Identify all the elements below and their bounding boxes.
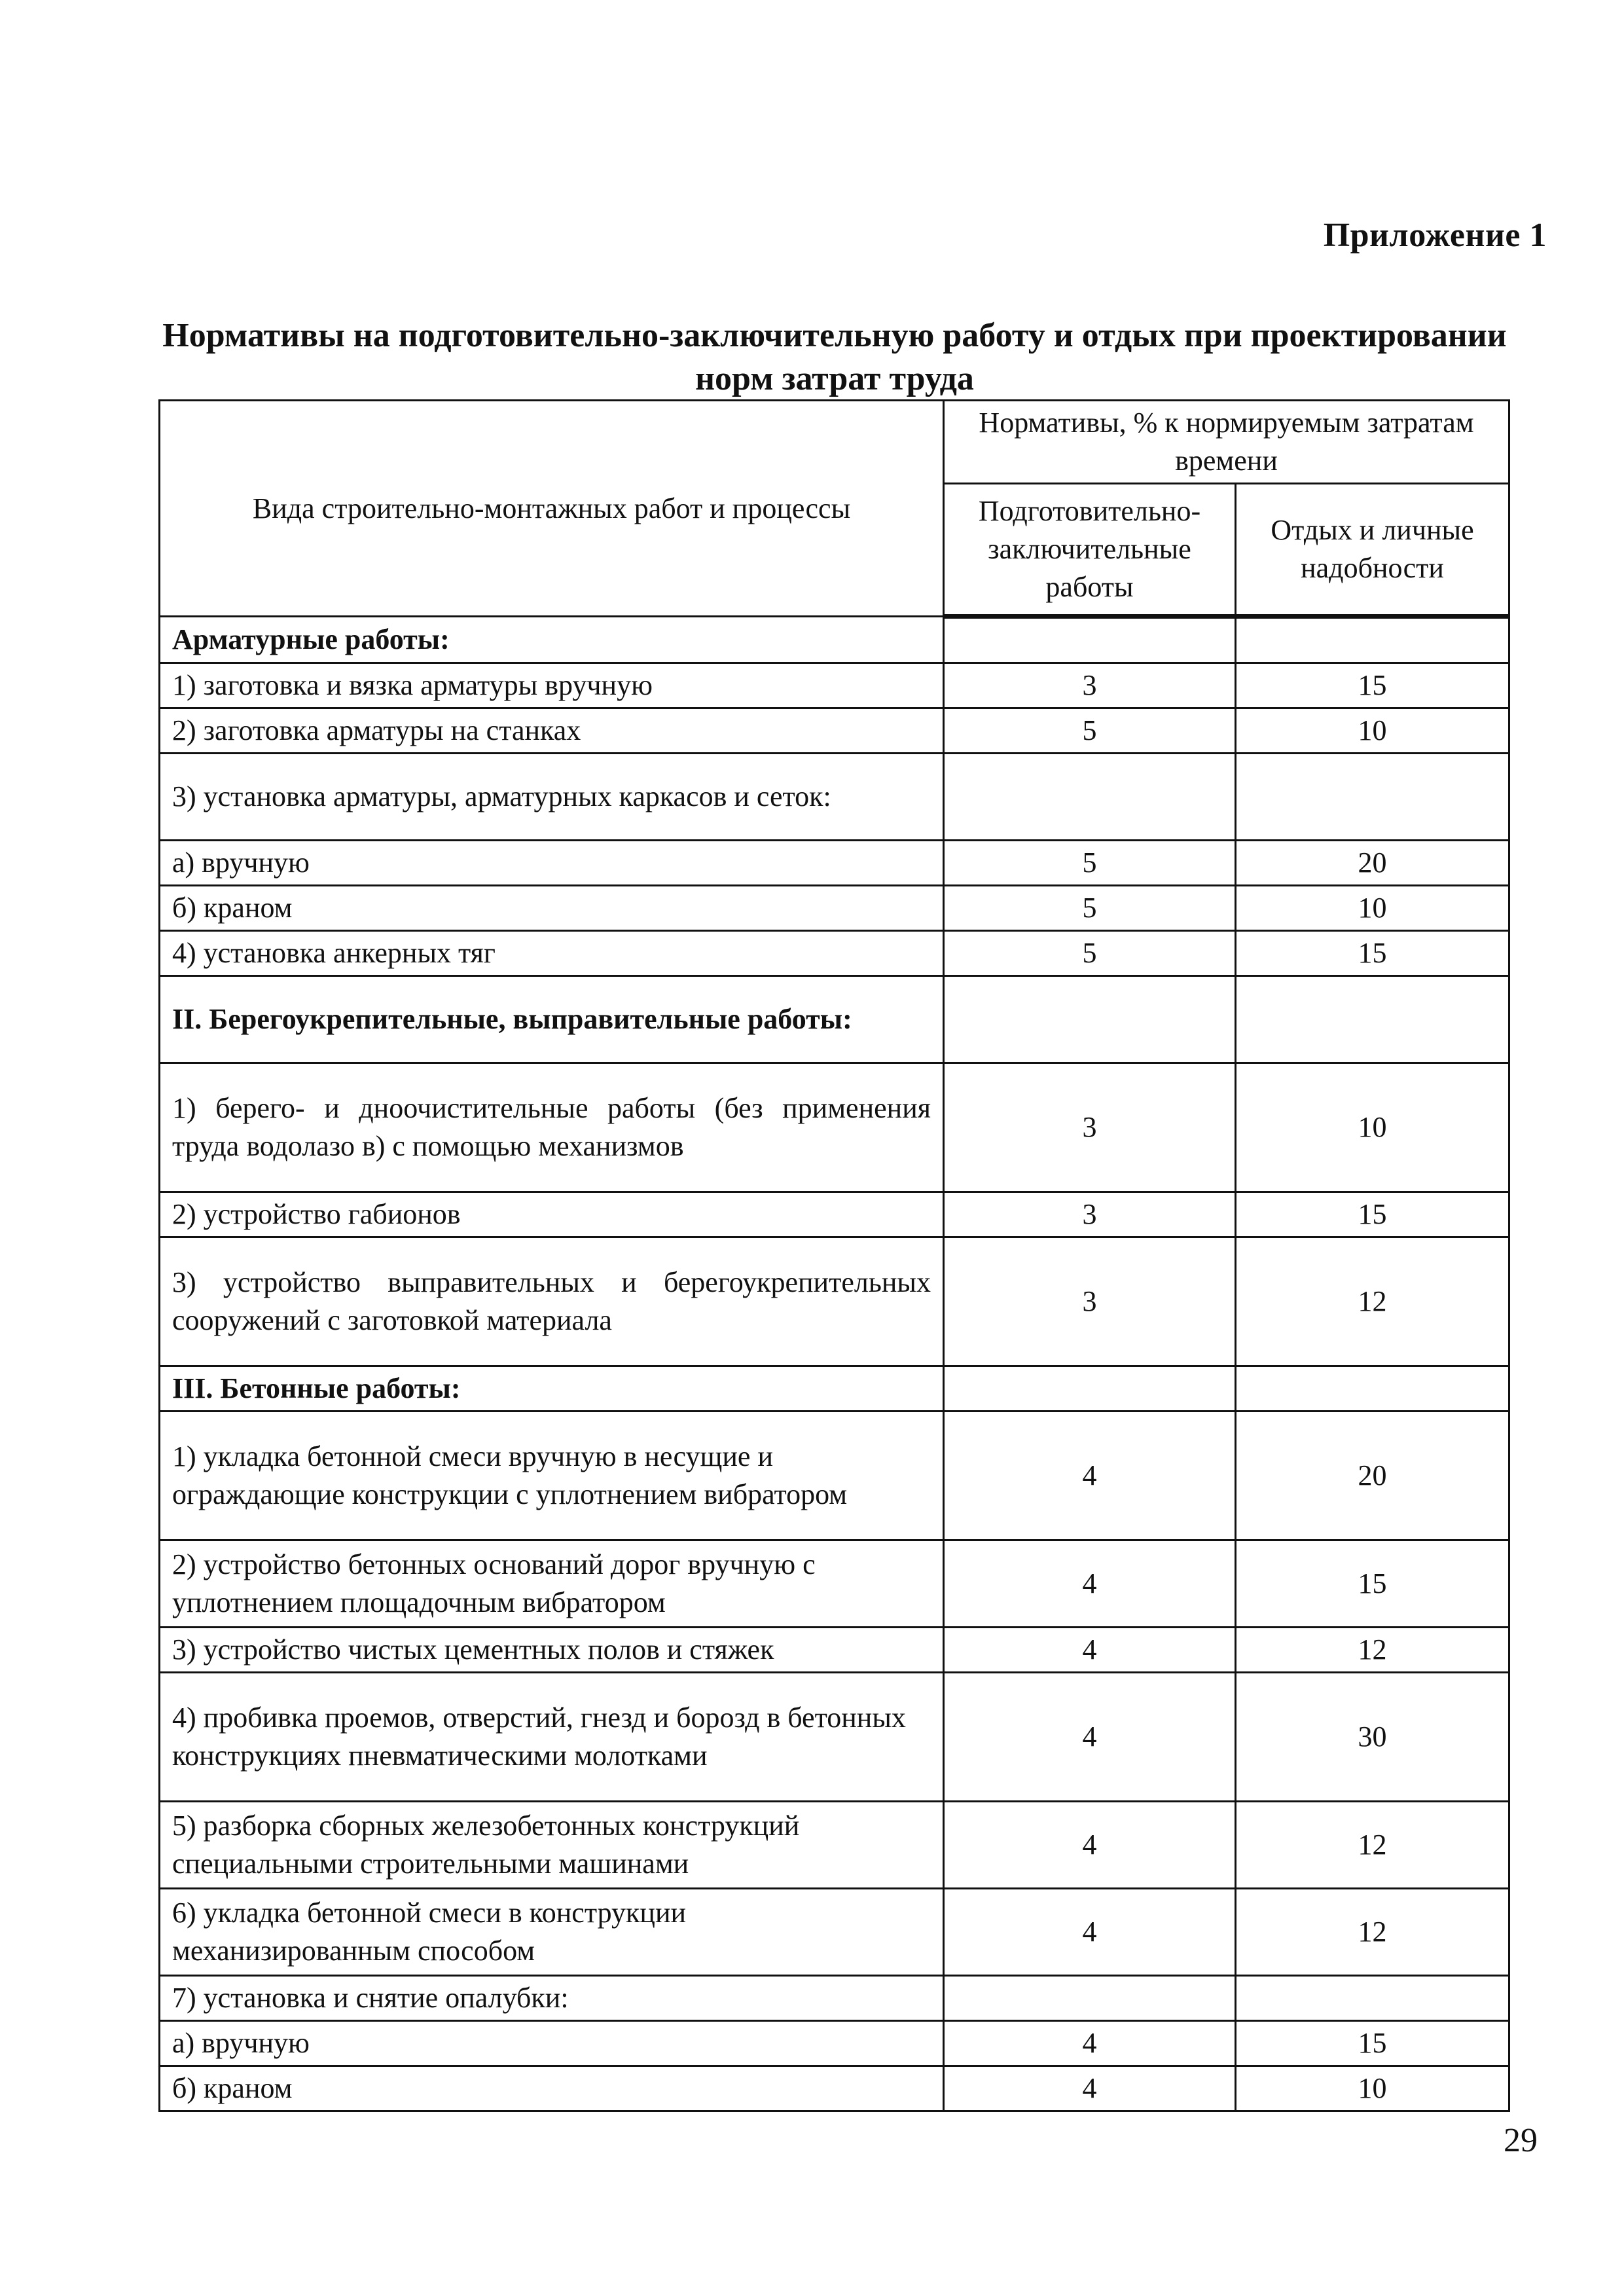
prep-value: 4 [944, 2021, 1236, 2066]
prep-value [944, 976, 1236, 1063]
work-label: а) вручную [160, 841, 944, 886]
rest-value [1236, 1976, 1509, 2021]
rest-value: 15 [1236, 931, 1509, 976]
rest-value: 15 [1236, 663, 1509, 708]
prep-value: 4 [944, 1673, 1236, 1802]
prep-value [944, 754, 1236, 841]
table-row [160, 1976, 1509, 2021]
table-row [160, 1366, 1509, 1412]
rest-value: 10 [1236, 708, 1509, 754]
prep-value: 5 [944, 708, 1236, 754]
table-row [160, 2066, 1509, 2111]
header-rest: Отдых и личные надобности [1236, 484, 1509, 617]
work-label: 7) установка и снятие опалубки: [160, 1976, 944, 2021]
prep-value: 5 [944, 886, 1236, 931]
prep-value: 4 [944, 1540, 1236, 1628]
table-row [160, 708, 1509, 754]
work-label: 5) разборка сборных железобетонных конструкций специальными строительными машинами [160, 1802, 944, 1889]
header-work-types: Вида строительно-монтажных работ и процессы [160, 401, 944, 617]
header-norms-group: Нормативы, % к нормируемым затратам времени [944, 401, 1509, 484]
table-row [160, 1412, 1509, 1540]
rest-value: 20 [1236, 841, 1509, 886]
rest-value: 12 [1236, 1802, 1509, 1889]
rest-value: 12 [1236, 1889, 1509, 1976]
prep-value: 4 [944, 1628, 1236, 1673]
table-row [160, 663, 1509, 708]
rest-value: 12 [1236, 1237, 1509, 1366]
table-row [160, 976, 1509, 1063]
work-label: 4) пробивка проемов, отверстий, гнезд и борозд в бетонных конструкциях пневматическими молотками [160, 1673, 944, 1802]
prep-value [944, 1976, 1236, 2021]
rest-value: 15 [1236, 2021, 1509, 2066]
rest-value: 30 [1236, 1673, 1509, 1802]
work-label: 3) установка арматуры, арматурных каркасов и сеток: [160, 754, 944, 841]
appendix-label: Приложение 1 [1323, 217, 1547, 254]
work-label: 4) установка анкерных тяг [160, 931, 944, 976]
prep-value: 4 [944, 1889, 1236, 1976]
prep-value: 3 [944, 1237, 1236, 1366]
work-label: б) краном [160, 2066, 944, 2111]
prep-value [944, 617, 1236, 663]
rest-value: 12 [1236, 1628, 1509, 1673]
document-title: Нормативы на подготовительно-заключительную работу и отдых при проектировании норм затрат труда [162, 317, 1507, 397]
table-row [160, 1889, 1509, 1976]
table-row [160, 754, 1509, 841]
table-row [160, 1802, 1509, 1889]
prep-value: 4 [944, 1802, 1236, 1889]
section-label: III. Бетонные работы: [160, 1366, 944, 1412]
work-label: 2) устройство бетонных оснований дорог вручную с уплотнением площадочным вибратором [160, 1540, 944, 1628]
prep-value: 3 [944, 1063, 1236, 1192]
work-label: 3) устройство выправительных и берегоукрепительных сооружений с заготовкой материала [160, 1237, 944, 1366]
table-row [160, 1237, 1509, 1366]
section-label: II. Берегоукрепительные, выправительные работы: [160, 976, 944, 1063]
prep-value: 5 [944, 841, 1236, 886]
table-row [160, 931, 1509, 976]
prep-value: 3 [944, 663, 1236, 708]
prep-value: 5 [944, 931, 1236, 976]
table-row [160, 2021, 1509, 2066]
table-row [160, 1673, 1509, 1802]
table-row [160, 841, 1509, 886]
section-label: Арматурные работы: [160, 617, 944, 663]
rest-value: 10 [1236, 1063, 1509, 1192]
table-row [160, 1628, 1509, 1673]
rest-value [1236, 1366, 1509, 1412]
rest-value: 15 [1236, 1192, 1509, 1237]
table-row [160, 1063, 1509, 1192]
rest-value: 20 [1236, 1412, 1509, 1540]
norms-table [158, 399, 1510, 2112]
prep-value [944, 1366, 1236, 1412]
rest-value: 10 [1236, 2066, 1509, 2111]
rest-value [1236, 754, 1509, 841]
table-row [160, 1192, 1509, 1237]
page-number: 29 [1504, 2122, 1538, 2159]
table-row [160, 617, 1509, 663]
work-label: 1) берего- и дноочистительные работы (без применения труда водолазо в) с помощью механизмов [160, 1063, 944, 1192]
prep-value: 4 [944, 2066, 1236, 2111]
header-prep-work: Подготовительно-заключительные работы [944, 484, 1236, 617]
rest-value: 15 [1236, 1540, 1509, 1628]
work-label: 6) укладка бетонной смеси в конструкции механизированным способом [160, 1889, 944, 1976]
work-label: 2) устройство габионов [160, 1192, 944, 1237]
prep-value: 3 [944, 1192, 1236, 1237]
table-row [160, 1540, 1509, 1628]
rest-value [1236, 976, 1509, 1063]
work-label: а) вручную [160, 2021, 944, 2066]
work-label: 2) заготовка арматуры на станках [160, 708, 944, 754]
prep-value: 4 [944, 1412, 1236, 1540]
table-row [160, 886, 1509, 931]
work-label: 3) устройство чистых цементных полов и стяжек [160, 1628, 944, 1673]
work-label: б) краном [160, 886, 944, 931]
work-label: 1) укладка бетонной смеси вручную в несущие и ограждающие конструкции с уплотнением вибратором [160, 1412, 944, 1540]
rest-value [1236, 617, 1509, 663]
rest-value: 10 [1236, 886, 1509, 931]
work-label: 1) заготовка и вязка арматуры вручную [160, 663, 944, 708]
